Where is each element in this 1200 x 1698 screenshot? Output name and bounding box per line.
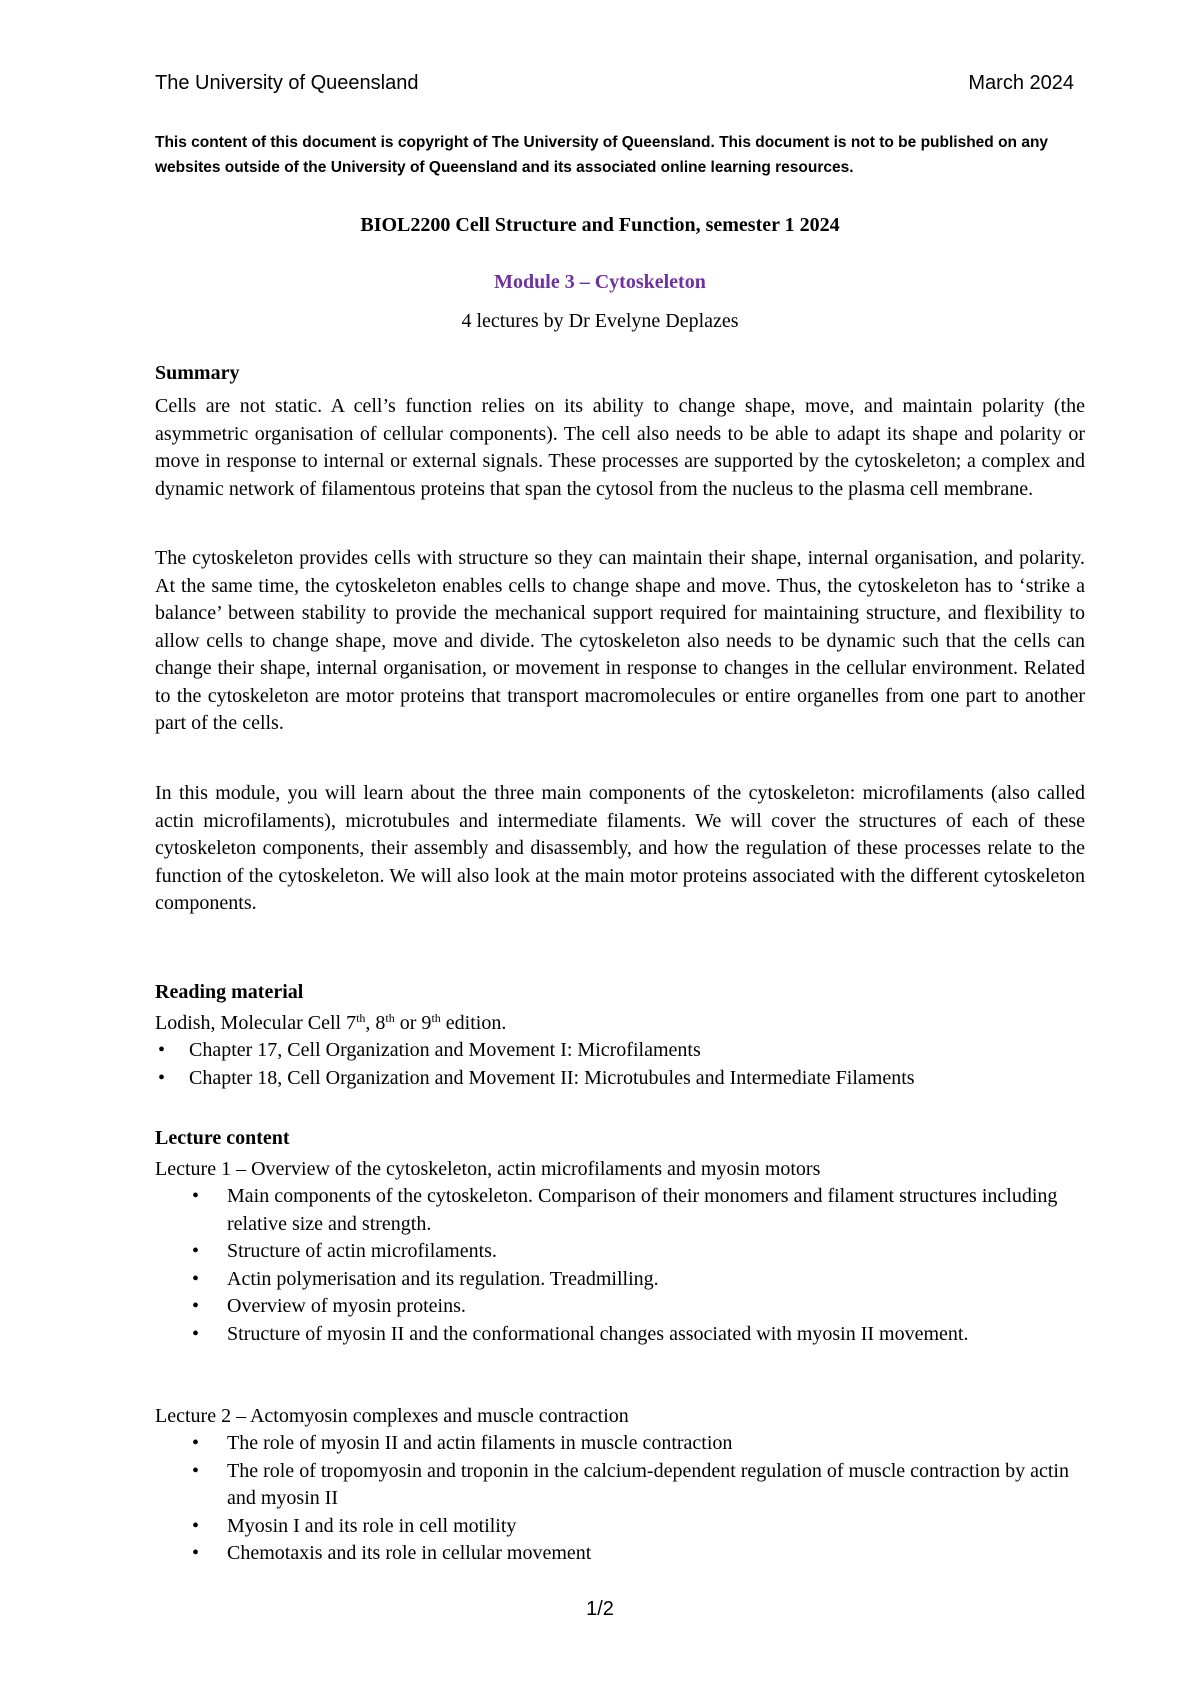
bullet-icon: • <box>192 1459 200 1482</box>
bullet-icon: • <box>192 1514 200 1537</box>
bullet-icon: • <box>192 1542 200 1564</box>
institution-name: The University of Queensland <box>155 72 419 94</box>
list-item: • Chemotaxis and its role in cellular movement <box>155 1540 1085 1568</box>
list-item: • Actin polymerisation and its regulation. Treadmilling. <box>155 1266 1085 1294</box>
bullet-icon: • <box>192 1267 200 1290</box>
lecturer-line: 4 lectures by Dr Evelyne Deplazes <box>461 310 739 332</box>
lecture-2-list <box>155 1430 1085 1568</box>
summary-paragraph-1: Cells are not static. A cell’s function relies on its ability to change shape, move, and maintain polarity (the asymmetric organisation of cellular components). The cell also needs to be able to adapt its shape and polarity or move in response to internal or external signals. These processes are supported by the cytoskeleton; a complex and dynamic network of filamentous proteins that span the cytosol from the nucleus to the plasma cell membrane. <box>155 395 1085 500</box>
document-date: March 2024 <box>968 72 1074 94</box>
module-title: Module 3 – Cytoskeleton <box>494 271 706 293</box>
bullet-icon: • <box>192 1240 200 1262</box>
summary-paragraph-2: The cytoskeleton provides cells with structure so they can maintain their shape, internal organisation, and polarity. At the same time, the cytoskeleton enables cells to change shape and move. Thus, the cytoskeleton has to ‘strike a balance’ between stability to provide the mechanical support required for maintaining structure, and flexibility to allow cells to change shape, move and divide. The cytoskeleton also needs to be dynamic such that the cells can change their shape, internal organisation, or movement in response to changes in the cellular environment. Related to the cytoskeleton are motor proteins that transport macromolecules or entire organelles from one part to another part of the cells. <box>155 547 1085 734</box>
reading-item: • Chapter 18, Cell Organization and Movement II: Microtubules and Intermediate Filaments <box>155 1065 1085 1093</box>
list-item: • Myosin I and its role in cell motility <box>155 1513 1085 1541</box>
bullet-icon: • <box>192 1322 200 1345</box>
reading-heading: Reading material <box>155 981 304 1003</box>
list-item: • The role of myosin II and actin filaments in muscle contraction <box>155 1430 1085 1458</box>
list-item: • The role of tropomyosin and troponin in the calcium-dependent regulation of muscle contraction by actin and myosin II <box>192 1459 1069 1509</box>
lecture-2-title: Lecture 2 – Actomyosin complexes and muscle contraction <box>155 1405 629 1427</box>
reading-list <box>155 1037 1085 1092</box>
lecture-1-list <box>155 1183 1085 1348</box>
list-item: • Main components of the cytoskeleton. Comparison of their monomers and filament structures including relative size and strength. <box>192 1185 1058 1235</box>
bullet-icon: • <box>192 1432 200 1454</box>
summary-paragraph-3: In this module, you will learn about the three main components of the cytoskeleton: microfilaments (also called actin microfilaments), microtubules and intermediate filaments. We will cover the structures of each of these cytoskeleton components, their assembly and disassembly, and how the regulation of these processes relate to the function of the cytoskeleton. We will also look at the main motor proteins associated with the different cytoskeleton components. <box>155 782 1085 914</box>
bullet-icon: • <box>158 1066 166 1089</box>
page-number: 1/2 <box>586 1598 614 1620</box>
list-item: • Structure of actin microfilaments. <box>155 1238 1085 1266</box>
lecture-content-heading: Lecture content <box>155 1127 290 1149</box>
list-item: • Overview of myosin proteins. <box>155 1293 1085 1321</box>
lecture-1-title: Lecture 1 – Overview of the cytoskeleton, actin microfilaments and myosin motors <box>155 1158 821 1180</box>
bullet-icon: • <box>192 1295 200 1317</box>
bullet-icon: • <box>192 1185 200 1207</box>
course-title: BIOL2200 Cell Structure and Function, semester 1 2024 <box>360 214 840 236</box>
list-item: • Structure of myosin II and the conformational changes associated with myosin II movement. <box>155 1321 1085 1349</box>
summary-heading: Summary <box>155 362 240 384</box>
copyright-notice: This content of this document is copyright of The University of Queensland. This document is not to be published on any websites outside of the University of Queensland and its associated online learning resources. <box>155 134 1049 176</box>
bullet-icon: • <box>158 1039 166 1061</box>
reading-item: • Chapter 17, Cell Organization and Movement I: Microfilaments <box>155 1037 1085 1065</box>
page-header <box>155 72 1074 102</box>
reading-intro: Lodish, Molecular Cell 7th, 8th or 9th edition. <box>155 1011 507 1034</box>
